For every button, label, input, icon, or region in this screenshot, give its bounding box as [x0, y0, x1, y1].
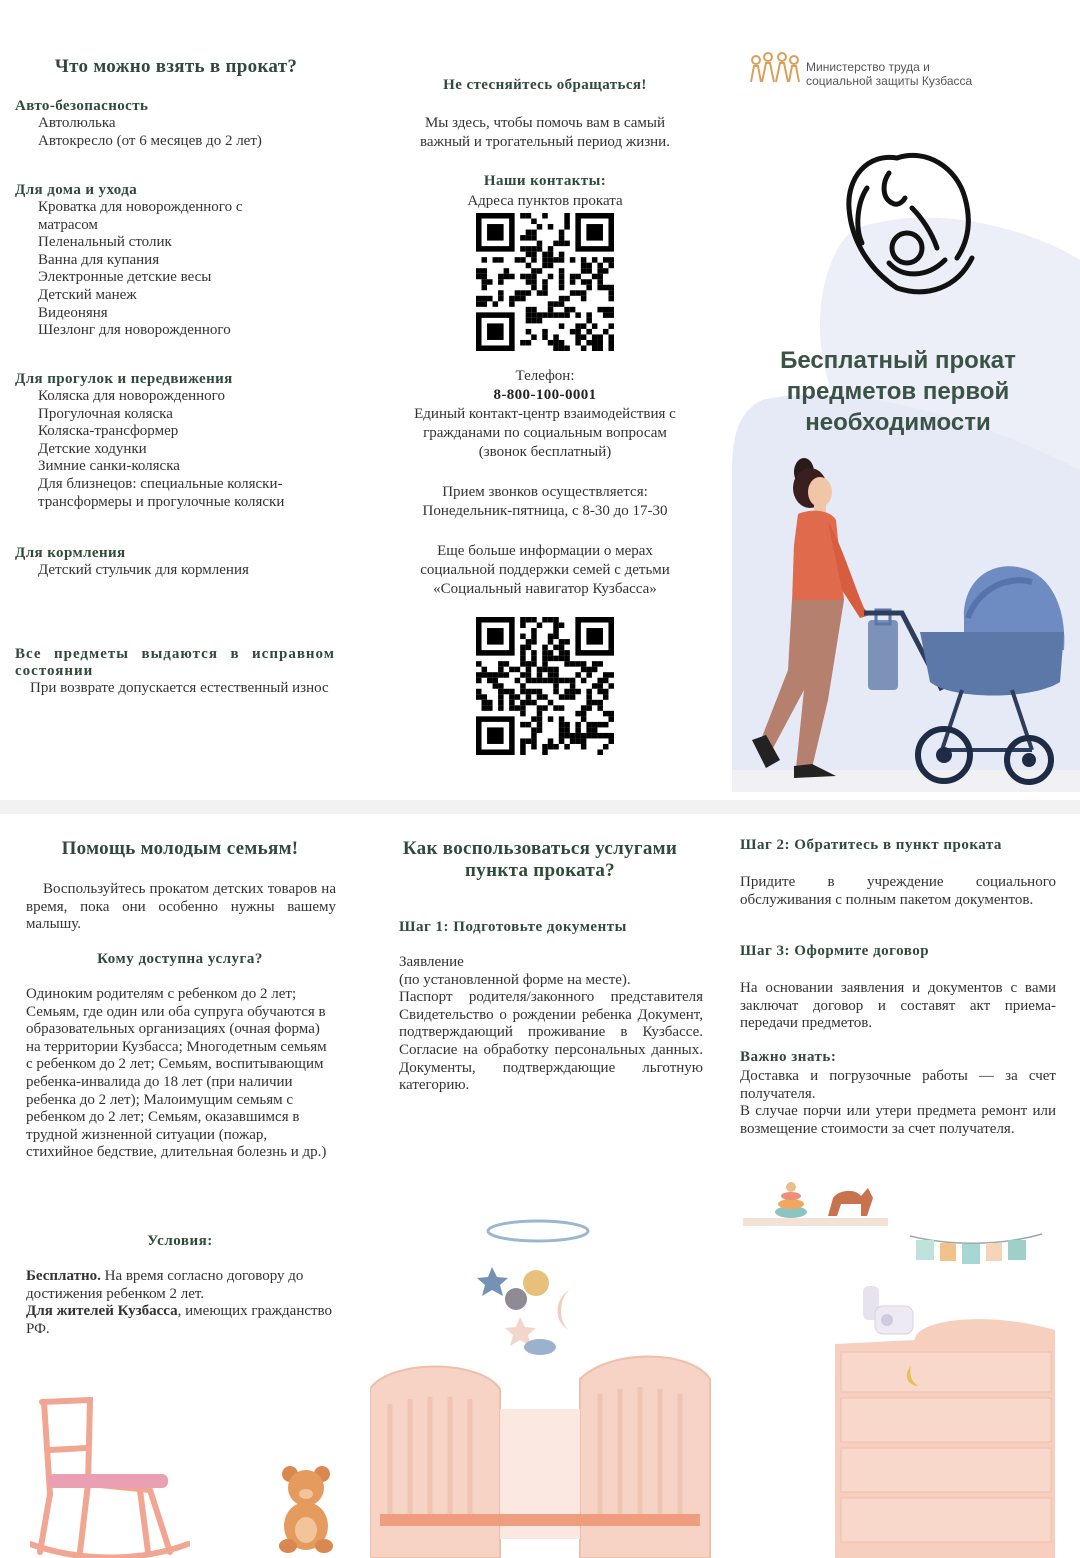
text-line: Единый контакт-центр взаимодействия с [414, 406, 676, 422]
panel-steps [735, 814, 1080, 1558]
step1-list [399, 954, 703, 1095]
baby-mobile-illustration [470, 1219, 590, 1369]
document-list-text: Паспорт родителя/законного представителя Свидетельство о рождении ребенка Документ, подтверждающий проживание в Кузбассе. Согласие на обработку персональных данных. Документы, подтверждающие льготную категорию. [399, 989, 703, 1094]
note-text: При возврате допускается естественный износ [30, 680, 329, 696]
list-item: Прогулочная коляска [38, 405, 173, 422]
document-item: Заявление [399, 954, 464, 970]
section-heading: Для дома и ухода [15, 182, 138, 198]
woman-with-stroller-illustration [732, 450, 1080, 790]
phone-number[interactable]: 8-800-100-0001 [493, 387, 597, 403]
list-item: Ванна для купания [38, 251, 160, 268]
ministry-line: Министерство труда и [806, 60, 930, 74]
section-walks [15, 371, 345, 511]
list-item: Коляска для новорожденного [38, 388, 225, 404]
step3-text: На основании заявления и документов с вами заключат договор и составят акт приема-передачи предметов. [740, 980, 1056, 1032]
qr-code-navigator[interactable] [476, 617, 614, 755]
list-item: Коляска-трансформер [38, 423, 179, 440]
qr-code-addresses[interactable] [476, 213, 614, 351]
text-line: гражданами по социальным вопросам [423, 425, 667, 441]
section-heading: Для прогулок и передвижения [15, 371, 233, 387]
intro-line: важный и трогательный период жизни. [420, 134, 670, 150]
step2-heading: Шаг 2: Обратитесь в пункт проката [740, 837, 1002, 853]
fold-divider [0, 800, 1080, 814]
mother-child-icon [827, 148, 982, 303]
text-line: Еще больше информации о мерах [437, 543, 653, 559]
list-item: Детский манеж [38, 286, 137, 303]
important-item: Доставка и погрузочные работы — за счет получателя. [740, 1068, 1056, 1102]
ministry-name [806, 60, 972, 88]
section-home-care [15, 182, 345, 340]
document-item: (по установленной форме на месте). [399, 971, 631, 988]
conditions-heading: Условия: [147, 1233, 213, 1249]
cover-title [732, 345, 1064, 438]
condition-text: , имеющих гражданство РФ. [26, 1303, 333, 1337]
condition-note [15, 646, 335, 697]
list-item: Автолюлька [38, 115, 116, 131]
text-line: социальной поддержки семей с детьми [420, 562, 670, 578]
important-text [740, 1068, 1056, 1138]
section-auto-safety [15, 98, 345, 150]
help-intro: Воспользуйтесь прокатом детских товаров на время, пока они особенно нужны вашему малышу. [26, 881, 336, 933]
dresser-illustration [835, 1282, 1065, 1558]
cover-title-line: Бесплатный прокат [780, 347, 1016, 374]
panel-contacts [372, 0, 718, 800]
contact-center [372, 405, 718, 462]
list-item: Кроватка для новорожденного с [38, 199, 243, 215]
condition-text: На время согласно договору до достижения ребенком 2 лет. [26, 1268, 304, 1302]
call-hours [372, 483, 718, 521]
ministry-line: социальной защиты Кузбасса [806, 74, 973, 88]
list-item: Автокресло (от 6 месяцев до 2 лет) [38, 132, 262, 149]
garland-illustration [910, 1232, 1045, 1274]
phone-label: Телефон: [515, 368, 575, 384]
list-item: Зимние санки-коляска [38, 458, 180, 475]
help-title: Помощь молодым семьям! [61, 838, 299, 859]
note-heading: Все предметы выдаются в исправном состоянии [15, 646, 335, 679]
text-line: Понедельник-пятница, с 8-30 до 17-30 [422, 503, 668, 519]
contacts-heading: Не стесняйтесь обращаться! [443, 77, 647, 93]
list-item: Электронные детские весы [38, 269, 212, 286]
step1-heading: Шаг 1: Подготовьте документы [399, 919, 627, 935]
intro-text [372, 114, 718, 152]
step2-text: Придите в учреждение социального обслуживания с полным пакетом документов. [740, 874, 1056, 908]
list-item: Шезлонг для новорожденного [38, 322, 231, 339]
cover-title-line: предметов первой [786, 378, 1010, 405]
text-line: «Социальный навигатор Кузбасса» [433, 581, 657, 597]
rocking-chair-illustration [30, 1394, 190, 1558]
conditions-text [26, 1268, 336, 1338]
cover-title-line: необходимости [805, 409, 991, 436]
how-title: Как воспользоваться услугами пункта проката? [402, 838, 678, 881]
section-feeding [15, 545, 345, 580]
panel-how-to-use [380, 814, 720, 1558]
text-line: (звонок бесплатный) [478, 444, 612, 460]
who-heading: Кому доступна услуга? [97, 951, 263, 967]
intro-line: Мы здесь, чтобы помочь вам в самый [424, 115, 666, 131]
who-text: Одиноким родителям с ребенком до 2 лет; Семьям, где один или оба супруга обучаются в образовательных организациях (очная форма) на территории Кузбасса; Многодетным семьям с ребенком до 2 лет; Семьям, воспитывающим ребенка-инвалида до 18 лет (при наличии ребенка до 2 лет); Малоимущим семьям с ребенком до 2 лет; Семьям, оказавшимся в трудной жизненной ситуации (пожар, стихийное бедствие, длительная болезнь и др.) [26, 986, 327, 1161]
list-item: Для близнецов: специальные коляски- [38, 475, 283, 492]
contacts-subheading: Наши контакты: [483, 173, 607, 189]
more-info [372, 542, 718, 599]
panel-title: Что можно взять в прокат? [54, 56, 298, 77]
important-heading: Важно знать: [740, 1049, 837, 1065]
panel-rental-items [0, 0, 352, 800]
condition-free: Бесплатно. [26, 1268, 101, 1284]
list-item: Видеоняня [38, 304, 108, 321]
important-item: В случае порчи или утери предмета ремонт или возмещение стоимости за счет получателя. [740, 1103, 1056, 1137]
section-heading: Авто-безопасность [15, 98, 149, 114]
ministry-logo-icon [748, 50, 802, 86]
list-item: Детский стульчик для кормления [38, 562, 249, 578]
panel-help-families [0, 814, 360, 1558]
list-item: трансформеры и прогулочные коляски [38, 493, 285, 510]
condition-residents: Для жителей Кузбасса [26, 1303, 178, 1320]
list-item: Детские ходунки [38, 440, 147, 457]
panel-cover [732, 0, 1080, 800]
crib-illustration [370, 1349, 715, 1558]
list-item: матрасом [38, 216, 98, 233]
toy-shelf-illustration [743, 1174, 893, 1234]
section-heading: Для кормления [15, 545, 126, 561]
text-line: Прием звонков осуществляется: [442, 484, 648, 500]
addresses-label: Адреса пунктов проката [467, 193, 623, 209]
list-item: Пеленальный столик [38, 234, 172, 251]
step3-heading: Шаг 3: Оформите договор [740, 943, 930, 959]
teddy-bear-illustration [276, 1464, 336, 1554]
